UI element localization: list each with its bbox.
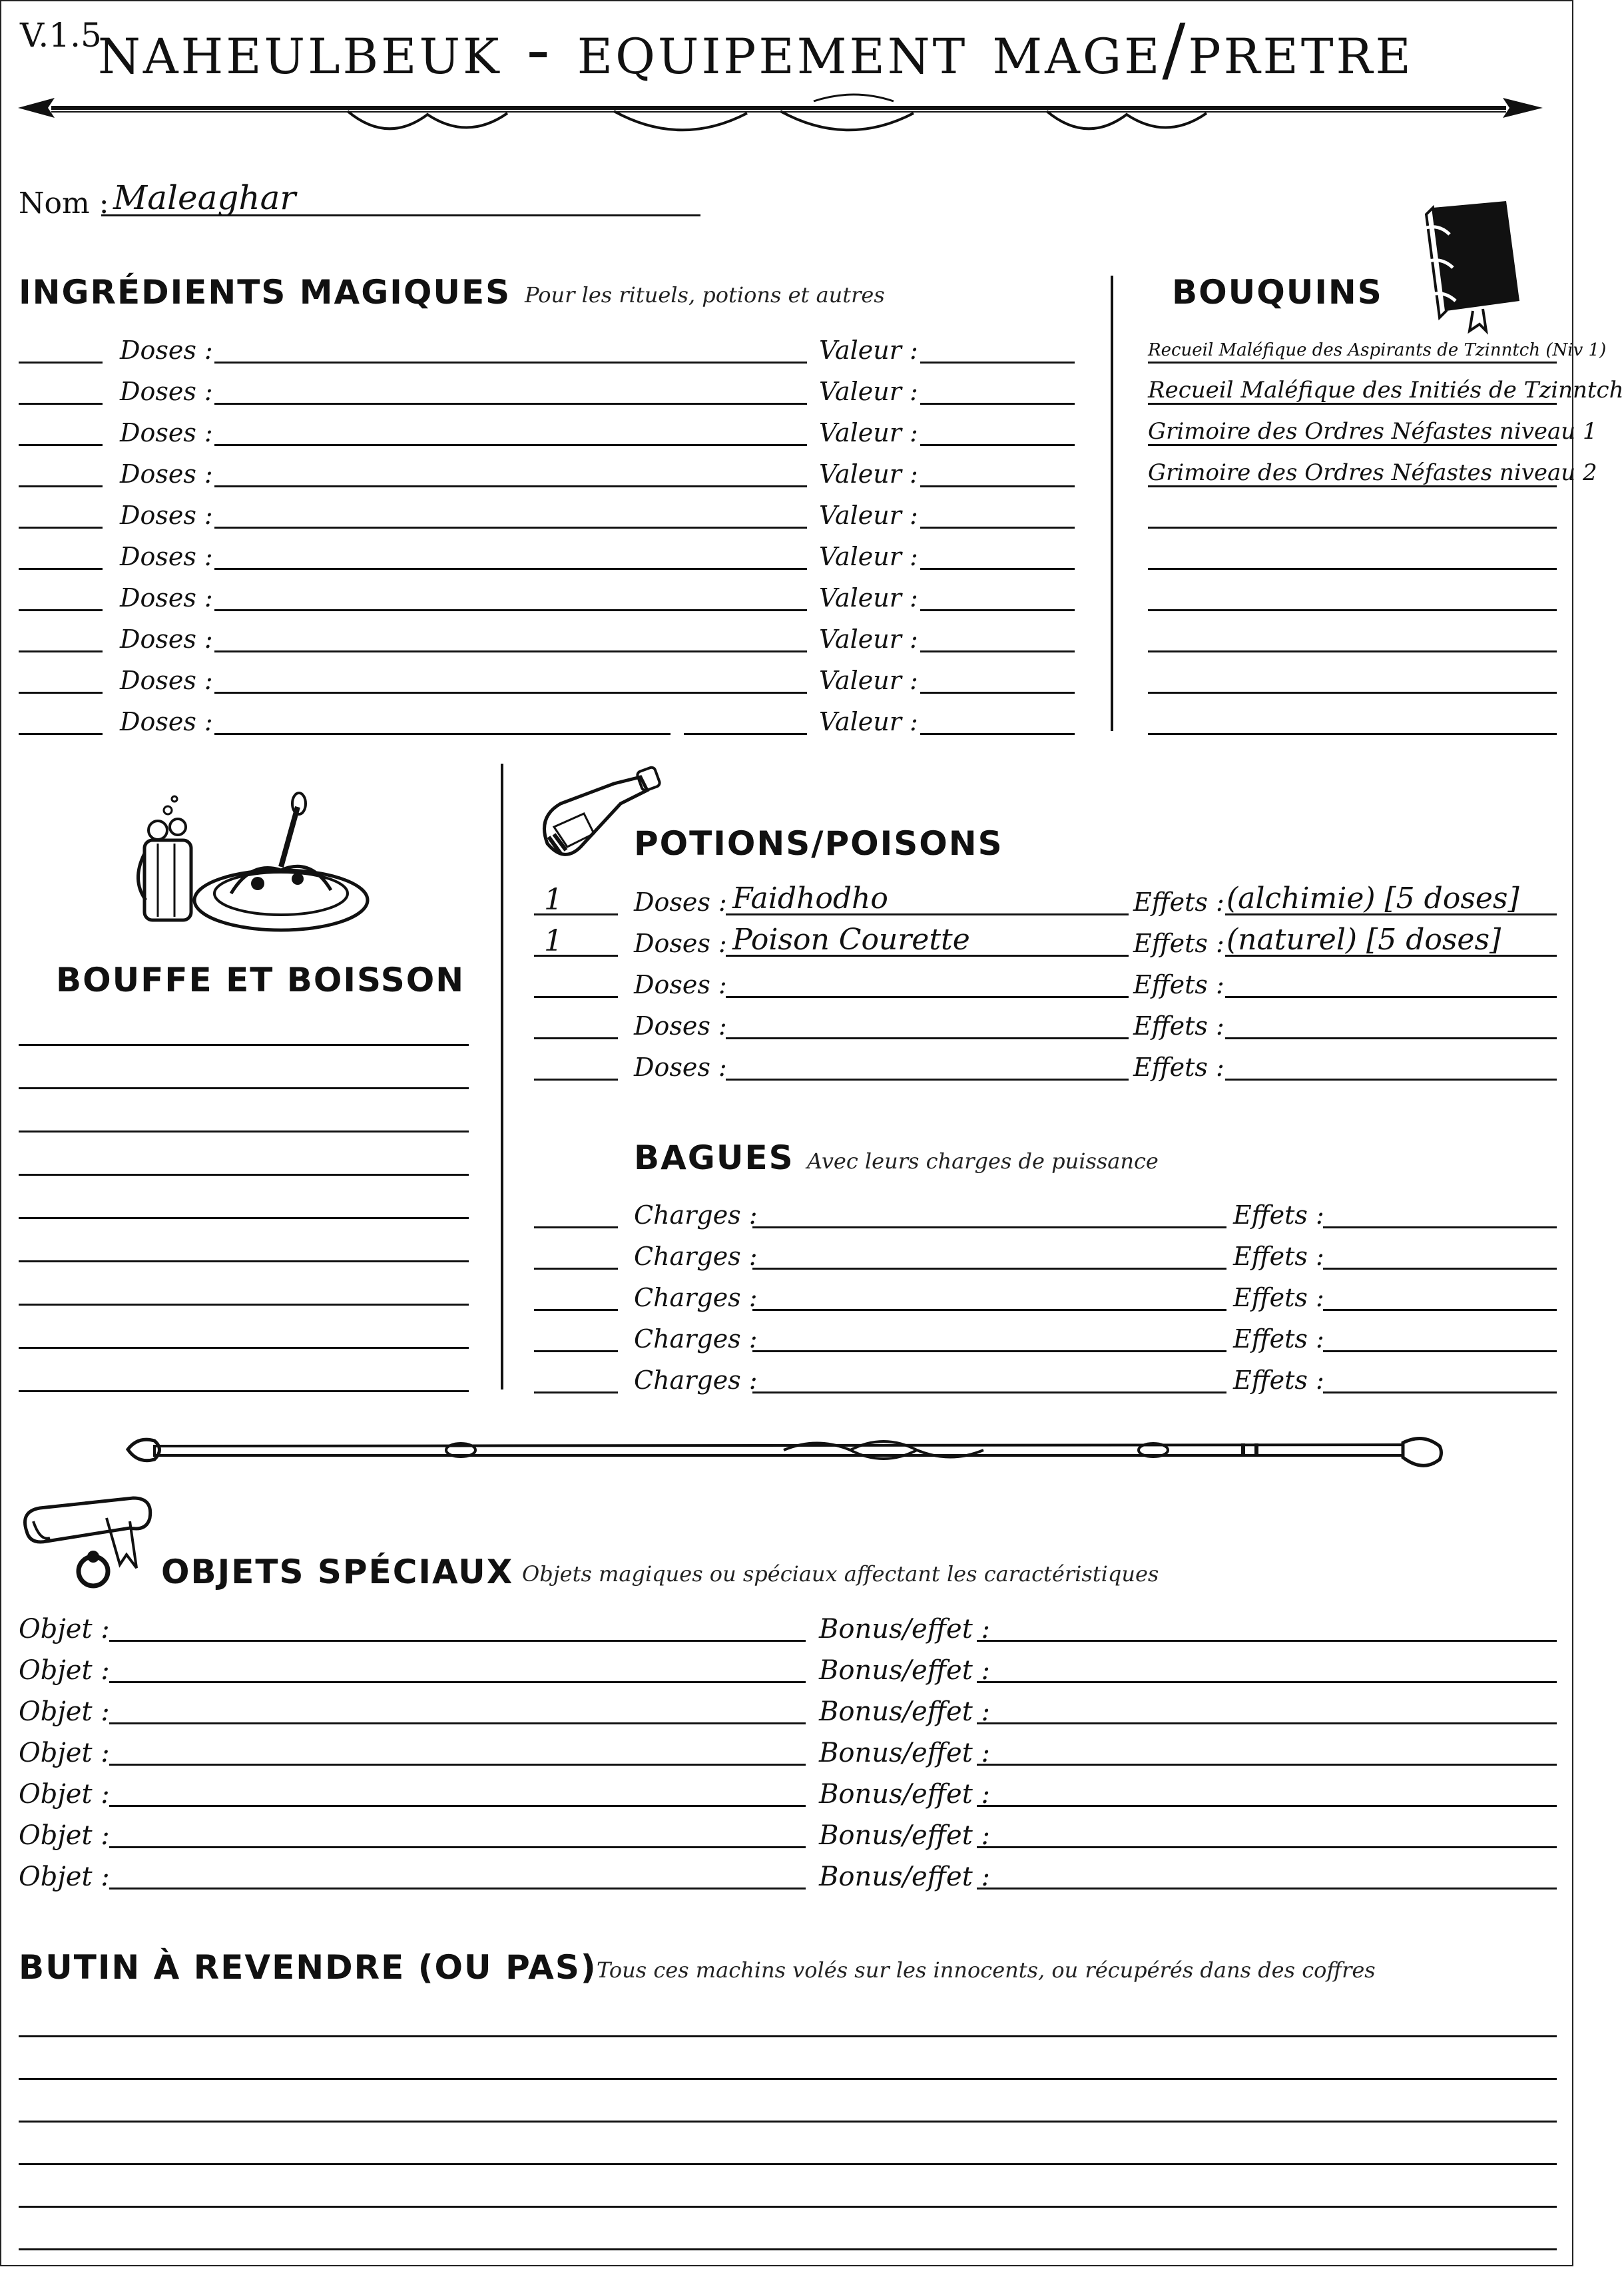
loot-line[interactable] <box>19 2248 1557 2250</box>
potion-qty-value[interactable]: 1 <box>544 883 563 917</box>
potion-dose-label: Doses : <box>634 887 727 917</box>
ingredient-value-label: Valeur : <box>819 501 918 530</box>
object-field[interactable] <box>109 1805 806 1807</box>
ingredient-dose-label: Doses : <box>120 542 213 571</box>
ingredient-dose-label: Doses : <box>120 707 213 736</box>
book-line[interactable] <box>1148 650 1557 652</box>
ingredient-dose-label: Doses : <box>120 459 213 489</box>
food-line[interactable] <box>19 1304 469 1306</box>
potion-effect-label: Effets : <box>1133 1053 1224 1082</box>
ring-charge-label: Charges : <box>634 1200 758 1230</box>
ingredient-value-field[interactable] <box>920 485 1075 487</box>
food-line[interactable] <box>19 1347 469 1349</box>
ring-charge-field[interactable] <box>752 1391 1226 1393</box>
food-potions-divider <box>501 764 503 1389</box>
ingredient-value-field[interactable] <box>920 568 1075 570</box>
ring-charge-field[interactable] <box>752 1226 1226 1228</box>
bonus-field[interactable] <box>977 1681 1557 1683</box>
bonus-field[interactable] <box>977 1722 1557 1724</box>
loot-line[interactable] <box>19 2206 1557 2208</box>
bonus-label: Bonus/effet : <box>819 1655 990 1686</box>
bonus-field[interactable] <box>977 1846 1557 1848</box>
loot-line[interactable] <box>19 2121 1557 2123</box>
ingredient-value-label: Valeur : <box>819 336 918 365</box>
ingredient-dose-label: Doses : <box>120 501 213 530</box>
ingredient-value-label: Valeur : <box>819 542 918 571</box>
loot-line[interactable] <box>19 2078 1557 2080</box>
potion-effect-label: Effets : <box>1133 887 1224 917</box>
ingredient-qty-field[interactable] <box>19 568 103 570</box>
food-line[interactable] <box>19 1390 469 1392</box>
bonus-label: Bonus/effet : <box>819 1862 990 1892</box>
ingredient-value-label: Valeur : <box>819 583 918 613</box>
object-label: Objet : <box>19 1738 110 1768</box>
ingredient-value-field[interactable] <box>920 527 1075 529</box>
name-value[interactable]: Maleaghar <box>113 178 296 217</box>
ingredient-value-field[interactable] <box>920 692 1075 694</box>
ingredient-dose-label: Doses : <box>120 583 213 613</box>
bonus-label: Bonus/effet : <box>819 1738 990 1768</box>
page-title: naheulbeuk - equipement mage/pretre <box>98 9 1414 90</box>
ingredient-value-field[interactable] <box>920 733 1075 735</box>
object-label: Objet : <box>19 1862 110 1892</box>
potion-effect-field[interactable] <box>1225 1079 1557 1081</box>
ingredient-value-label: Valeur : <box>819 625 918 654</box>
potion-effect-label: Effets : <box>1133 929 1224 958</box>
object-label: Objet : <box>19 1779 110 1810</box>
potion-dose-label: Doses : <box>634 970 727 999</box>
ingredient-name-field[interactable] <box>214 609 807 611</box>
potion-dose-label: Doses : <box>634 929 727 958</box>
ring-qty-field[interactable] <box>534 1226 618 1228</box>
object-field[interactable] <box>109 1640 806 1642</box>
ingredient-name-field[interactable] <box>214 692 807 694</box>
potion-effect-label: Effets : <box>1133 970 1224 999</box>
ingredient-value-field[interactable] <box>920 650 1075 652</box>
book-line[interactable] <box>1148 733 1557 735</box>
ring-charge-field[interactable] <box>752 1309 1226 1311</box>
food-line[interactable] <box>19 1260 469 1262</box>
book-icon <box>1420 194 1526 334</box>
ingredient-value-field[interactable] <box>920 403 1075 405</box>
rings-heading: BAGUES <box>634 1138 794 1177</box>
ingredient-dose-label: Doses : <box>120 418 213 447</box>
potion-dose-label: Doses : <box>634 1011 727 1041</box>
bonus-field[interactable] <box>977 1805 1557 1807</box>
potion-qty-value[interactable]: 1 <box>544 924 563 958</box>
ingredient-name-field[interactable] <box>214 568 807 570</box>
potion-name-field[interactable] <box>726 1079 1129 1081</box>
ingredient-value-label: Valeur : <box>819 377 918 406</box>
ring-effect-field[interactable] <box>1323 1391 1557 1393</box>
ingredient-dose-label: Doses : <box>120 666 213 695</box>
ring-qty-field[interactable] <box>534 1350 618 1352</box>
potion-dose-label: Doses : <box>634 1053 727 1082</box>
food-line[interactable] <box>19 1217 469 1219</box>
ring-qty-field[interactable] <box>534 1391 618 1393</box>
ring-effect-label: Effets : <box>1233 1242 1324 1271</box>
bonus-field[interactable] <box>977 1764 1557 1766</box>
book-title[interactable]: Grimoire des Ordres Néfastes niveau 2 <box>1148 459 1597 486</box>
ring-effect-label: Effets : <box>1233 1324 1324 1354</box>
book-line[interactable] <box>1148 609 1557 611</box>
book-line[interactable] <box>1148 362 1557 364</box>
potion-name-value[interactable]: Faidhodho <box>732 882 888 915</box>
ingredient-name-field[interactable] <box>214 485 807 487</box>
object-field[interactable] <box>109 1846 806 1848</box>
bonus-label: Bonus/effet : <box>819 1779 990 1810</box>
special-heading: OBJETS SPÉCIAUX <box>161 1553 514 1591</box>
ring-charge-label: Charges : <box>634 1283 758 1312</box>
food-icon <box>138 794 371 933</box>
ring-charge-label: Charges : <box>634 1366 758 1395</box>
object-label: Objet : <box>19 1655 110 1686</box>
ring-charge-field[interactable] <box>752 1350 1226 1352</box>
loot-line[interactable] <box>19 2035 1557 2037</box>
ingredient-name-field[interactable] <box>214 650 807 652</box>
ring-qty-field[interactable] <box>534 1309 618 1311</box>
ring-effect-field[interactable] <box>1323 1268 1557 1270</box>
book-title[interactable]: Recueil Maléfique des Aspirants de Tzinntch (Niv 1) <box>1148 340 1607 360</box>
food-line[interactable] <box>19 1174 469 1176</box>
food-heading: BOUFFE ET BOISSON <box>56 961 465 999</box>
ingredient-name-field[interactable] <box>214 444 807 446</box>
object-label: Objet : <box>19 1696 110 1727</box>
ring-effect-field[interactable] <box>1323 1309 1557 1311</box>
ingredient-name-field[interactable] <box>214 403 807 405</box>
potion-name-value[interactable]: Poison Courette <box>732 923 970 957</box>
bonus-field[interactable] <box>977 1888 1557 1890</box>
ring-effect-label: Effets : <box>1233 1200 1324 1230</box>
potion-qty-field[interactable] <box>534 996 618 998</box>
ingredient-qty-field[interactable] <box>19 403 103 405</box>
food-line[interactable] <box>19 1087 469 1089</box>
loot-subtitle: Tous ces machins volés sur les innocents, ou récupérés dans des coffres <box>597 1957 1376 1983</box>
ingredient-name-field[interactable] <box>214 527 807 529</box>
ring-qty-field[interactable] <box>534 1268 618 1270</box>
potion-name-field[interactable] <box>726 996 1129 998</box>
loot-line[interactable] <box>19 2163 1557 2165</box>
ring-effect-label: Effets : <box>1233 1366 1324 1395</box>
bonus-label: Bonus/effet : <box>819 1614 990 1644</box>
potion-effect-label: Effets : <box>1133 1011 1224 1041</box>
ingredient-name-field[interactable] <box>214 362 807 364</box>
ring-effect-field[interactable] <box>1323 1226 1557 1228</box>
ingredient-qty-field[interactable] <box>19 485 103 487</box>
ingredient-value-field[interactable] <box>920 444 1075 446</box>
rings-subtitle: Avec leurs charges de puissance <box>807 1148 1159 1174</box>
ring-charge-field[interactable] <box>752 1268 1226 1270</box>
ingredient-qty-field[interactable] <box>19 609 103 611</box>
ingredient-value-label: Valeur : <box>819 707 918 736</box>
bonus-field[interactable] <box>977 1640 1557 1642</box>
bonus-label: Bonus/effet : <box>819 1696 990 1727</box>
name-label: Nom : <box>19 186 109 220</box>
object-field[interactable] <box>109 1888 806 1890</box>
loot-heading: BUTIN À REVENDRE (OU PAS) <box>19 1948 597 1987</box>
scroll-ring-icon <box>20 1491 160 1598</box>
ingredient-qty-field[interactable] <box>19 733 103 735</box>
ring-effect-field[interactable] <box>1323 1350 1557 1352</box>
special-subtitle: Objets magiques ou spéciaux affectant les caractéristiques <box>522 1561 1159 1587</box>
ingredients-books-divider <box>1111 276 1113 731</box>
ingredient-value-field[interactable] <box>920 609 1075 611</box>
ingredient-value-label: Valeur : <box>819 459 918 489</box>
potion-qty-field[interactable] <box>534 1079 618 1081</box>
potions-heading: POTIONS/POISONS <box>634 824 1003 863</box>
books-heading: BOUQUINS <box>1172 273 1383 312</box>
ingredient-name-field-extra[interactable] <box>684 733 807 735</box>
spear-divider-top <box>15 81 1546 148</box>
ingredient-qty-field[interactable] <box>19 444 103 446</box>
ingredient-value-label: Valeur : <box>819 418 918 447</box>
book-line[interactable] <box>1148 692 1557 694</box>
ring-charge-label: Charges : <box>634 1324 758 1354</box>
ingredient-value-label: Valeur : <box>819 666 918 695</box>
ingredient-value-field[interactable] <box>920 362 1075 364</box>
potion-qty-field[interactable] <box>534 1037 618 1039</box>
book-title[interactable]: Recueil Maléfique des Initiés de Tzinntch <box>1148 377 1624 403</box>
potion-effect-field[interactable] <box>1225 1037 1557 1039</box>
ring-effect-label: Effets : <box>1233 1283 1324 1312</box>
potion-effect-value[interactable]: (alchimie) [5 doses] <box>1226 882 1519 915</box>
book-line[interactable] <box>1148 527 1557 529</box>
ring-charge-label: Charges : <box>634 1242 758 1271</box>
ingredient-name-field[interactable] <box>214 733 671 735</box>
ingredient-dose-label: Doses : <box>120 625 213 654</box>
ingredient-dose-label: Doses : <box>120 377 213 406</box>
ingredient-qty-field[interactable] <box>19 650 103 652</box>
ingredient-dose-label: Doses : <box>120 336 213 365</box>
ingredient-qty-field[interactable] <box>19 362 103 364</box>
book-title[interactable]: Grimoire des Ordres Néfastes niveau 1 <box>1148 418 1597 445</box>
ingredient-qty-field[interactable] <box>19 692 103 694</box>
ingredients-subtitle: Pour les rituels, potions et autres <box>525 282 885 308</box>
potion-name-field[interactable] <box>726 1037 1129 1039</box>
food-line[interactable] <box>19 1131 469 1133</box>
staff-divider <box>125 1426 1446 1479</box>
potion-effect-field[interactable] <box>1225 996 1557 998</box>
object-field[interactable] <box>109 1681 806 1683</box>
book-line[interactable] <box>1148 568 1557 570</box>
potion-effect-value[interactable]: (naturel) [5 doses] <box>1226 923 1501 957</box>
version-label: V.1.5 <box>20 16 102 55</box>
object-label: Objet : <box>19 1820 110 1851</box>
object-field[interactable] <box>109 1764 806 1766</box>
object-field[interactable] <box>109 1722 806 1724</box>
bonus-label: Bonus/effet : <box>819 1820 990 1851</box>
ingredient-qty-field[interactable] <box>19 527 103 529</box>
ingredients-heading: INGRÉDIENTS MAGIQUES <box>19 273 511 312</box>
food-line[interactable] <box>19 1044 469 1046</box>
object-label: Objet : <box>19 1614 110 1644</box>
